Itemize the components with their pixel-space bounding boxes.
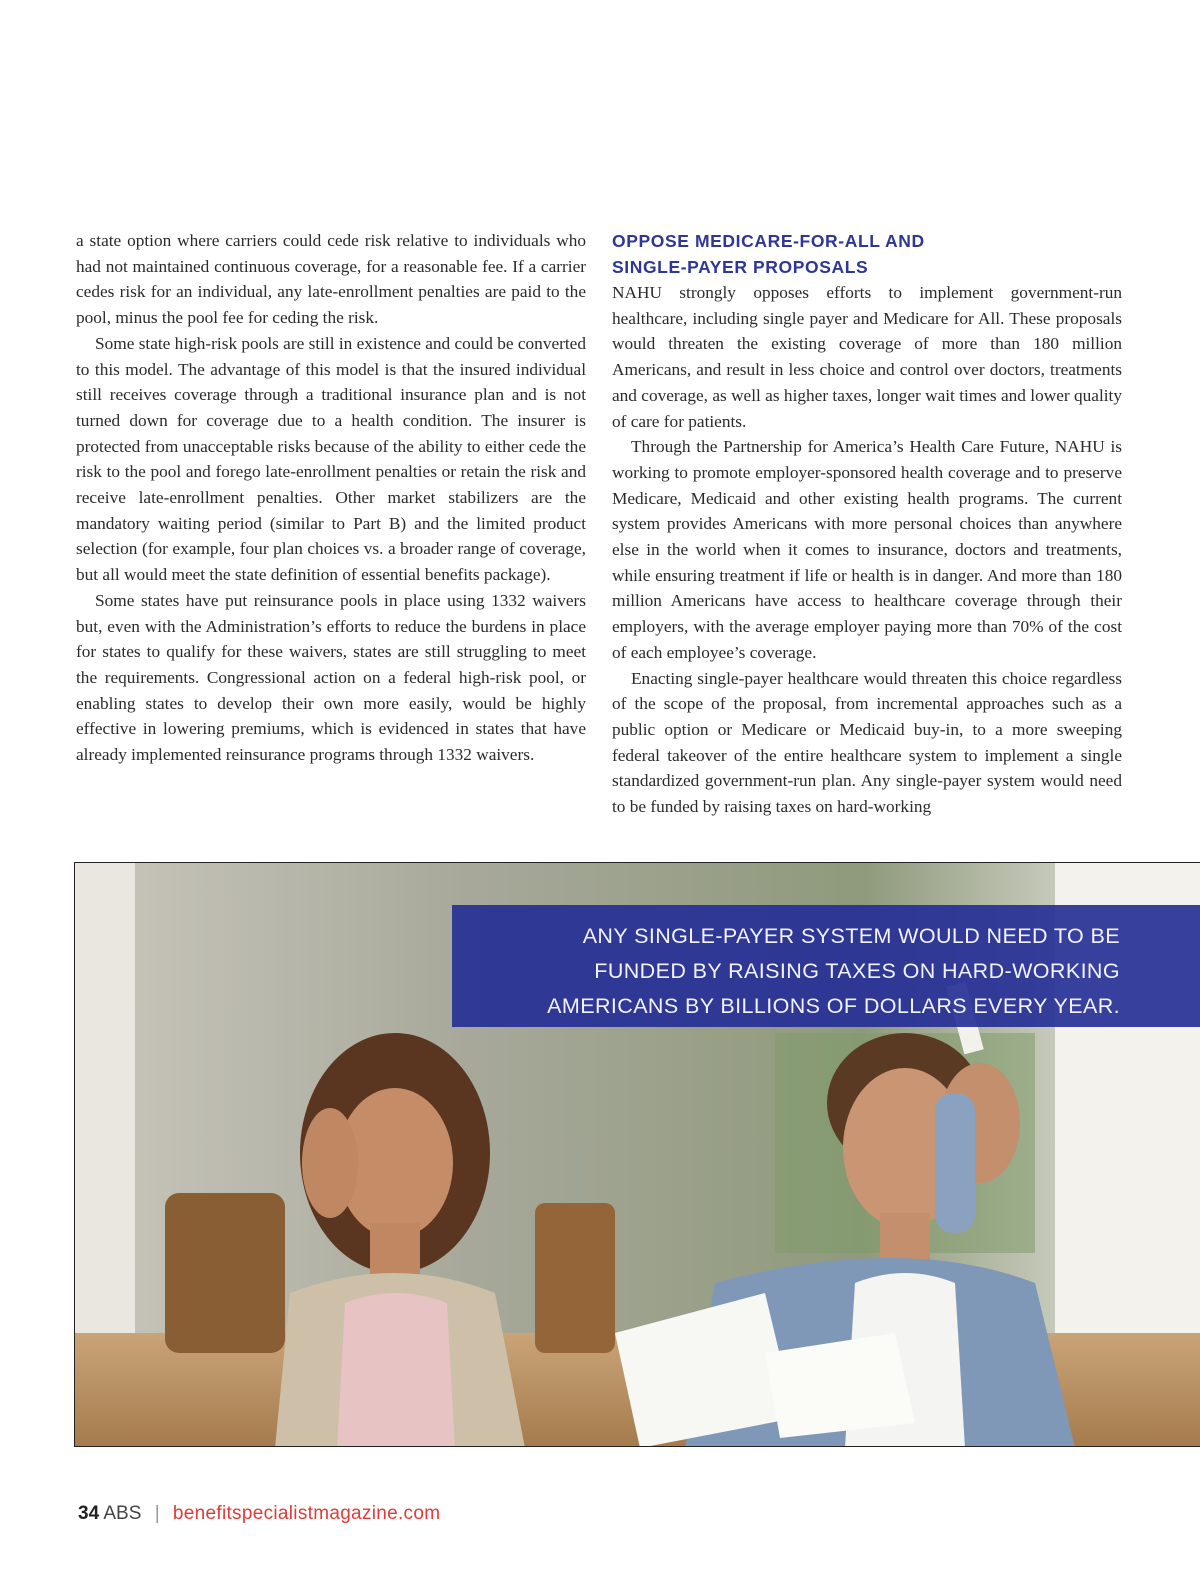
page-footer [78, 1503, 440, 1525]
page-number: 34 [78, 1503, 100, 1524]
section-heading [612, 228, 1122, 280]
article-photo [74, 862, 1200, 1447]
website-link[interactable]: benefitspecialistmagazine.com [172, 1503, 441, 1524]
left-article-column [76, 228, 586, 768]
body-paragraph: Enacting single-payer healthcare would threaten this choice regardless of the scope of the proposal, from incremental approaches such as a public option or Medicare or Medicaid buy-in, to a more sweeping federal takeover of the entire healthcare system to implement a single standardized government-run plan. Any single-payer system would need to be funded by raising taxes on hard-working [612, 668, 1122, 817]
publication-name: ABS [103, 1503, 142, 1524]
section-heading-line: OPPOSE MEDICARE-FOR-ALL AND [612, 231, 925, 251]
pull-quote-line: AMERICANS BY BILLIONS OF DOLLARS EVERY YEAR. [547, 994, 1120, 1018]
pull-quote-line: FUNDED BY RAISING TAXES ON HARD-WORKING [594, 959, 1120, 983]
body-paragraph: NAHU strongly opposes efforts to implement government-run healthcare, including single payer and Medicare for All. These proposals would threaten the existing coverage of more than 180 million Americans, and result in less choice and control over doctors, treatments and coverage, as well as higher taxes, longer wait times and lower quality of care for patients. [612, 283, 1122, 431]
body-paragraph: Some states have put reinsurance pools in place using 1332 waivers but, even with the Administration’s efforts to reduce the burdens in place for states to qualify for these waivers, states are still struggling to meet the requirements. Congressional action on a federal high-risk pool, or enabling states to develop their own more easily, would be highly effective in lowering premiums, which is evidenced in states that have already implemented reinsurance programs through 1332 waivers. [76, 590, 586, 765]
pull-quote [452, 905, 1200, 1027]
pull-quote-line: ANY SINGLE-PAYER SYSTEM WOULD NEED TO BE [582, 924, 1120, 948]
body-paragraph: Some state high-risk pools are still in existence and could be converted to this model. The advantage of this model is that the insured individual still receives coverage through a traditional insurance plan and is not turned down for coverage due to a health condition. The insurer is protected from unacceptable risks because of the ability to either cede the risk to the pool and forego late-enrollment penalties or retain the risk and receive late-enrollment penalties. Other market stabilizers are the mandatory waiting period (similar to Part B) and the limited product selection (for example, four plan choices vs. a broader range of coverage, but all would meet the state definition of essential benefits package). [76, 333, 586, 585]
section-heading-line: SINGLE-PAYER PROPOSALS [612, 257, 869, 277]
footer-separator: | [154, 1503, 160, 1524]
right-article-column [612, 228, 1122, 820]
body-paragraph: a state option where carriers could cede risk relative to individuals who had not maintained continuous coverage, for a reasonable fee. If a carrier cedes risk for an individual, any late-enrollment penalties are paid to the pool, minus the pool fee for ceding the risk. [76, 231, 586, 328]
body-paragraph: Through the Partnership for America’s Health Care Future, NAHU is working to promote employer-sponsored health coverage and to preserve Medicare, Medicaid and other existing health programs. The current system provides Americans with more personal choices than anywhere else in the world when it comes to insurance, doctors and treatments, while ensuring treatment if life or health is in danger. And more than 180 million Americans have access to healthcare coverage through their employers, with the average employer paying more than 70% of the cost of each employee’s coverage. [612, 437, 1122, 662]
